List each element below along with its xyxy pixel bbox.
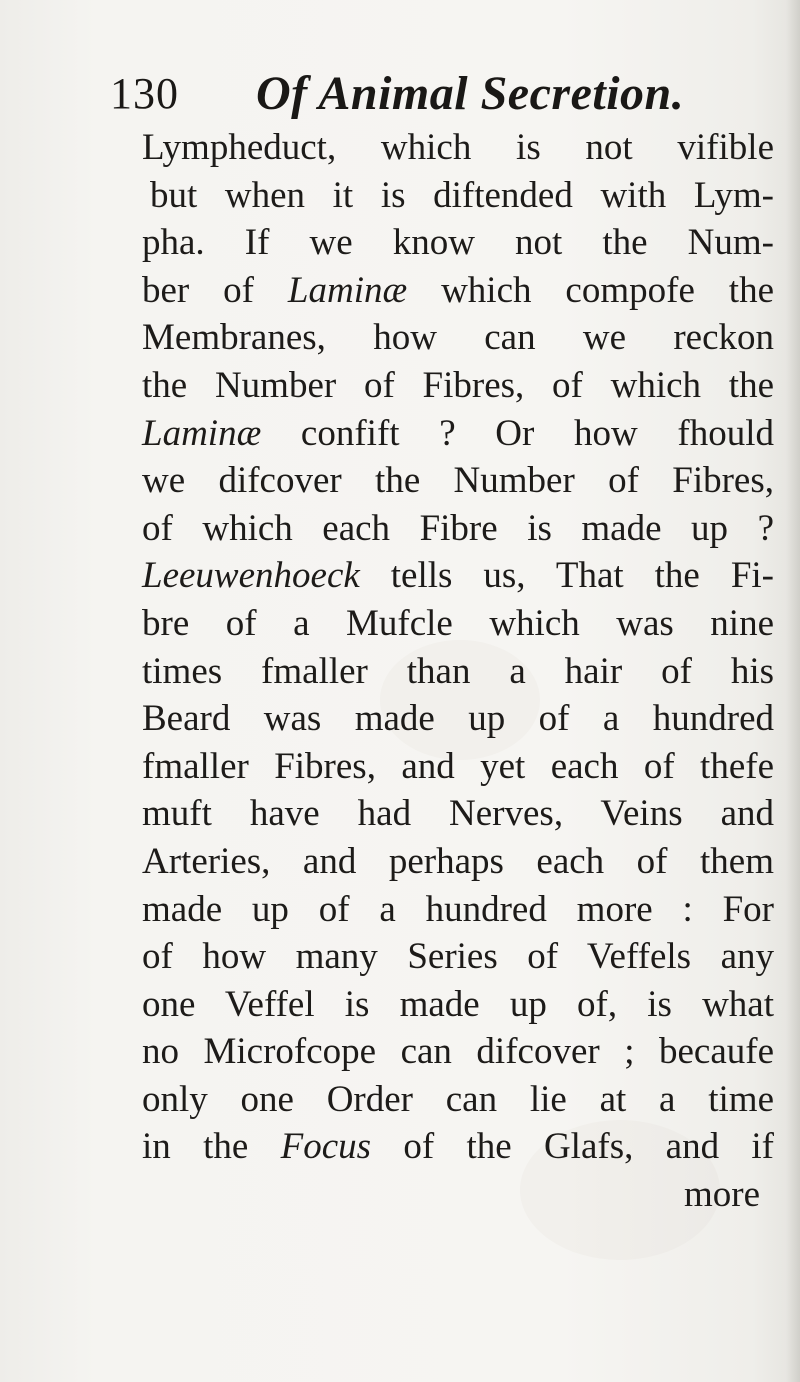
- text-run: confift ? Or how fhould: [261, 412, 774, 454]
- text-run: we difcover the Number of Fibres,: [142, 460, 774, 502]
- text-run: the Number of Fibres, of which the: [142, 364, 774, 406]
- text-run: Lympheduct, which is not vifible: [142, 127, 774, 168]
- text-line: [142, 457, 774, 505]
- text-line: [142, 790, 774, 838]
- italic-term: Laminæ: [142, 412, 262, 454]
- text-line: [142, 314, 774, 362]
- text-run: in the: [142, 1126, 281, 1168]
- text-run: Membranes, how can we reckon: [142, 317, 774, 359]
- text-line: [142, 410, 774, 458]
- text-line: [142, 981, 774, 1029]
- text-line: [142, 172, 774, 220]
- text-line: [142, 933, 774, 981]
- text-line: [142, 1123, 774, 1171]
- text-line: [142, 886, 774, 934]
- text-run: muft have had Nerves, Veins and: [142, 793, 774, 835]
- text-run: only one Order can lie at a time: [142, 1078, 774, 1120]
- text-line: [142, 600, 774, 648]
- text-run: Arteries, and perhaps each of them: [142, 840, 774, 882]
- text-line: [142, 838, 774, 886]
- text-run: of the Glafs, and if: [371, 1126, 774, 1168]
- text-run: no Microfcope can difcover ; becaufe: [142, 1031, 774, 1073]
- text-run: but when it is diftended with Lym-: [150, 174, 774, 216]
- text-line: [142, 1076, 774, 1124]
- italic-term: Focus: [280, 1126, 372, 1168]
- text-run: one Veffel is made up of, is what: [142, 983, 774, 1025]
- catchword: more: [683, 1174, 760, 1216]
- page-header: [0, 62, 800, 122]
- text-line: [142, 362, 774, 410]
- text-run: which compofe the: [407, 269, 774, 311]
- text-line: [142, 695, 774, 743]
- text-line: [142, 552, 774, 600]
- text-run: made up of a hundred more : For: [142, 888, 774, 930]
- body-text: [142, 124, 774, 1219]
- text-line: [142, 648, 774, 696]
- text-line: [142, 505, 774, 553]
- text-run: tells us, That the Fi-: [359, 555, 774, 597]
- running-title: Of Animal Secretion.: [256, 67, 685, 120]
- text-run: of which each Fibre is made up ?: [142, 507, 774, 549]
- text-run: times fmaller than a hair of his: [142, 650, 774, 692]
- text-run: pha. If we know not the Num-: [142, 222, 774, 264]
- text-run: of how many Series of Veffels any: [142, 936, 774, 978]
- text-run: bre of a Mufcle which was nine: [142, 602, 774, 644]
- italic-term: Leeuwenhoeck: [142, 555, 360, 597]
- text-line: [142, 1028, 774, 1076]
- italic-term: Laminæ: [287, 269, 408, 311]
- text-run: Beard was made up of a hundred: [142, 698, 774, 740]
- page-edge-shadow: [786, 0, 800, 1382]
- text-run: ber of: [142, 269, 288, 311]
- text-line: [142, 743, 774, 791]
- text-line: [142, 267, 774, 315]
- text-line: [142, 219, 774, 267]
- page-number: 130: [110, 69, 179, 118]
- text-line: [142, 124, 774, 172]
- text-run: fmaller Fibres, and yet each of thefe: [142, 745, 774, 787]
